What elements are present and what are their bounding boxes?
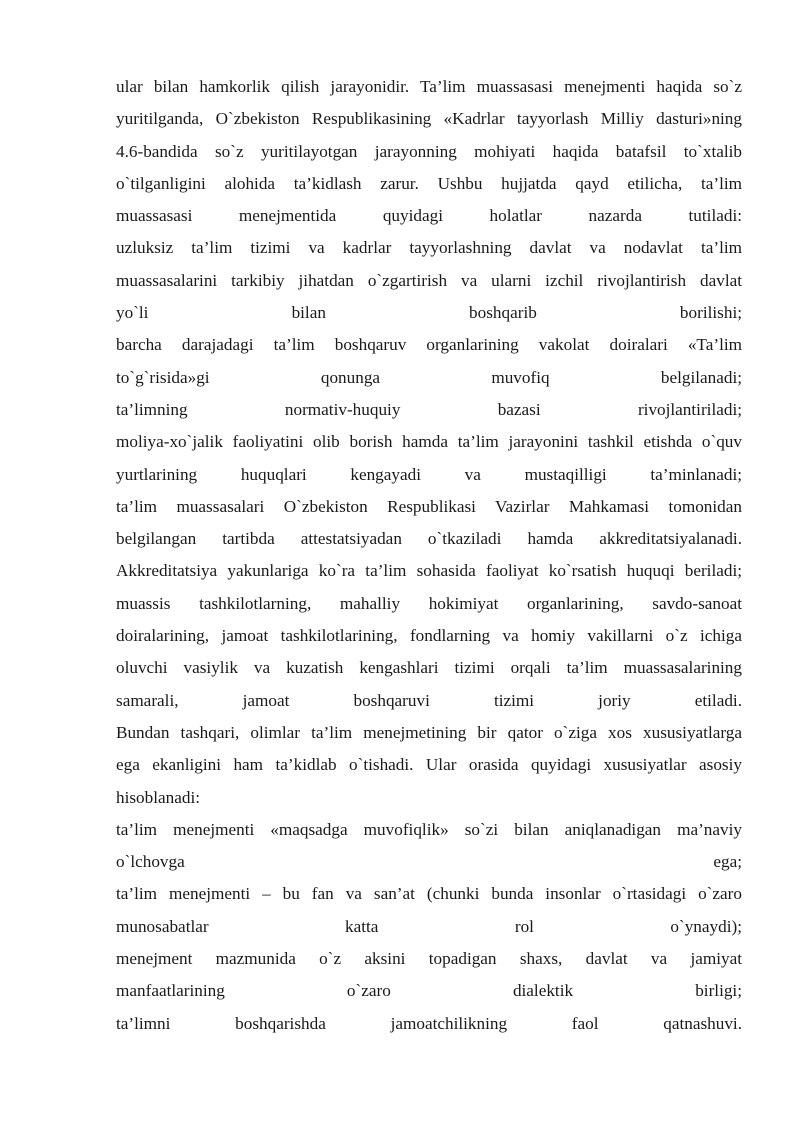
text-line: muassasasi menejmentida quyidagi holatlar nazarda tutiladi:: [116, 206, 742, 226]
text-line: ega ekanligini ham ta’kidlab o`tishadi. Ular orasida quyidagi xususiyatlar asosiy: [116, 755, 742, 775]
text-line: ta’lim menejmenti «maqsadga muvofiqlik» so`zi bilan aniqlanadigan ma’naviy: [116, 819, 742, 839]
text-line: muassis tashkilotlarning, mahalliy hokimiyat organlarining, savdo-sanoat: [116, 593, 742, 613]
text-line: hisoblanadi:: [116, 787, 201, 807]
text-line: muassasalarini tarkibiy jihatdan o`zgartirish va ularni izchil rivojlantirish davlat: [116, 270, 742, 290]
text-line: yuritilganda, O`zbekiston Respublikasining «Kadrlar tayyorlash Milliy dasturi»ning: [116, 109, 742, 129]
text-line: manfaatlarining o`zaro dialektik birligi;: [116, 981, 742, 1001]
text-line: o`tilganligini alohida ta’kidlash zarur. Ushbu hujjatda qayd etilicha, ta’lim: [116, 173, 742, 193]
text-line: ta’lim menejmenti – bu fan va san’at (chunki bunda insonlar o`rtasidagi o`zaro: [116, 884, 742, 904]
text-line: oluvchi vasiylik va kuzatish kengashlari tizimi orqali ta’lim muassasalarining: [116, 658, 742, 678]
text-line: moliya-xo`jalik faoliyatini olib borish hamda ta’lim jarayonini tashkil etishda o`quv: [116, 432, 742, 452]
text-line: menejment mazmunida o`z aksini topadigan shaxs, davlat va jamiyat: [116, 949, 742, 969]
text-line: 4.6-bandida so`z yuritilayotgan jarayonning mohiyati haqida batafsil to`xtalib: [116, 141, 742, 161]
text-line: ta’limning normativ-huquiy bazasi rivojlantiriladi;: [116, 399, 742, 419]
text-line: yurtlarining huquqlari kengayadi va mustaqilligi ta’minlanadi;: [116, 464, 742, 484]
text-line: yo`li bilan boshqarib borilishi;: [116, 303, 742, 323]
text-line: ta’limni boshqarishda jamoatchilikning faol qatnashuvi.: [116, 1013, 742, 1033]
text-line: belgilangan tartibda attestatsiyadan o`tkaziladi hamda akkreditatsiyalanadi.: [116, 529, 742, 549]
text-line: doiralarining, jamoat tashkilotlarining, fondlarning va homiy vakillarni o`z ichiga: [116, 626, 742, 646]
text-line: barcha darajadagi ta’lim boshqaruv organlarining vakolat doiralari «Ta’lim: [116, 335, 742, 355]
text-line: ta’lim muassasalari O`zbekiston Respublikasi Vazirlar Mahkamasi tomonidan: [116, 496, 742, 516]
text-line: uzluksiz ta’lim tizimi va kadrlar tayyorlashning davlat va nodavlat ta’lim: [116, 238, 742, 258]
document-body: [116, 71, 742, 1040]
text-line: munosabatlar katta rol o`ynaydi);: [116, 916, 742, 936]
text-line: Akkreditatsiya yakunlariga ko`ra ta’lim sohasida faoliyat ko`rsatish huquqi beriladi;: [116, 561, 742, 581]
text-line: to`g`risida»gi qonunga muvofiq belgilanadi;: [116, 367, 742, 387]
text-line: ular bilan hamkorlik qilish jarayonidir. Ta’lim muassasasi menejmenti haqida so`z: [116, 77, 742, 96]
text-line: Bundan tashqari, olimlar ta’lim menejmetining bir qator o`ziga xos xususiyatlarga: [116, 722, 742, 742]
text-line: o`lchovga ega;: [116, 852, 742, 872]
text-line: samarali, jamoat boshqaruvi tizimi joriy etiladi.: [116, 690, 742, 710]
